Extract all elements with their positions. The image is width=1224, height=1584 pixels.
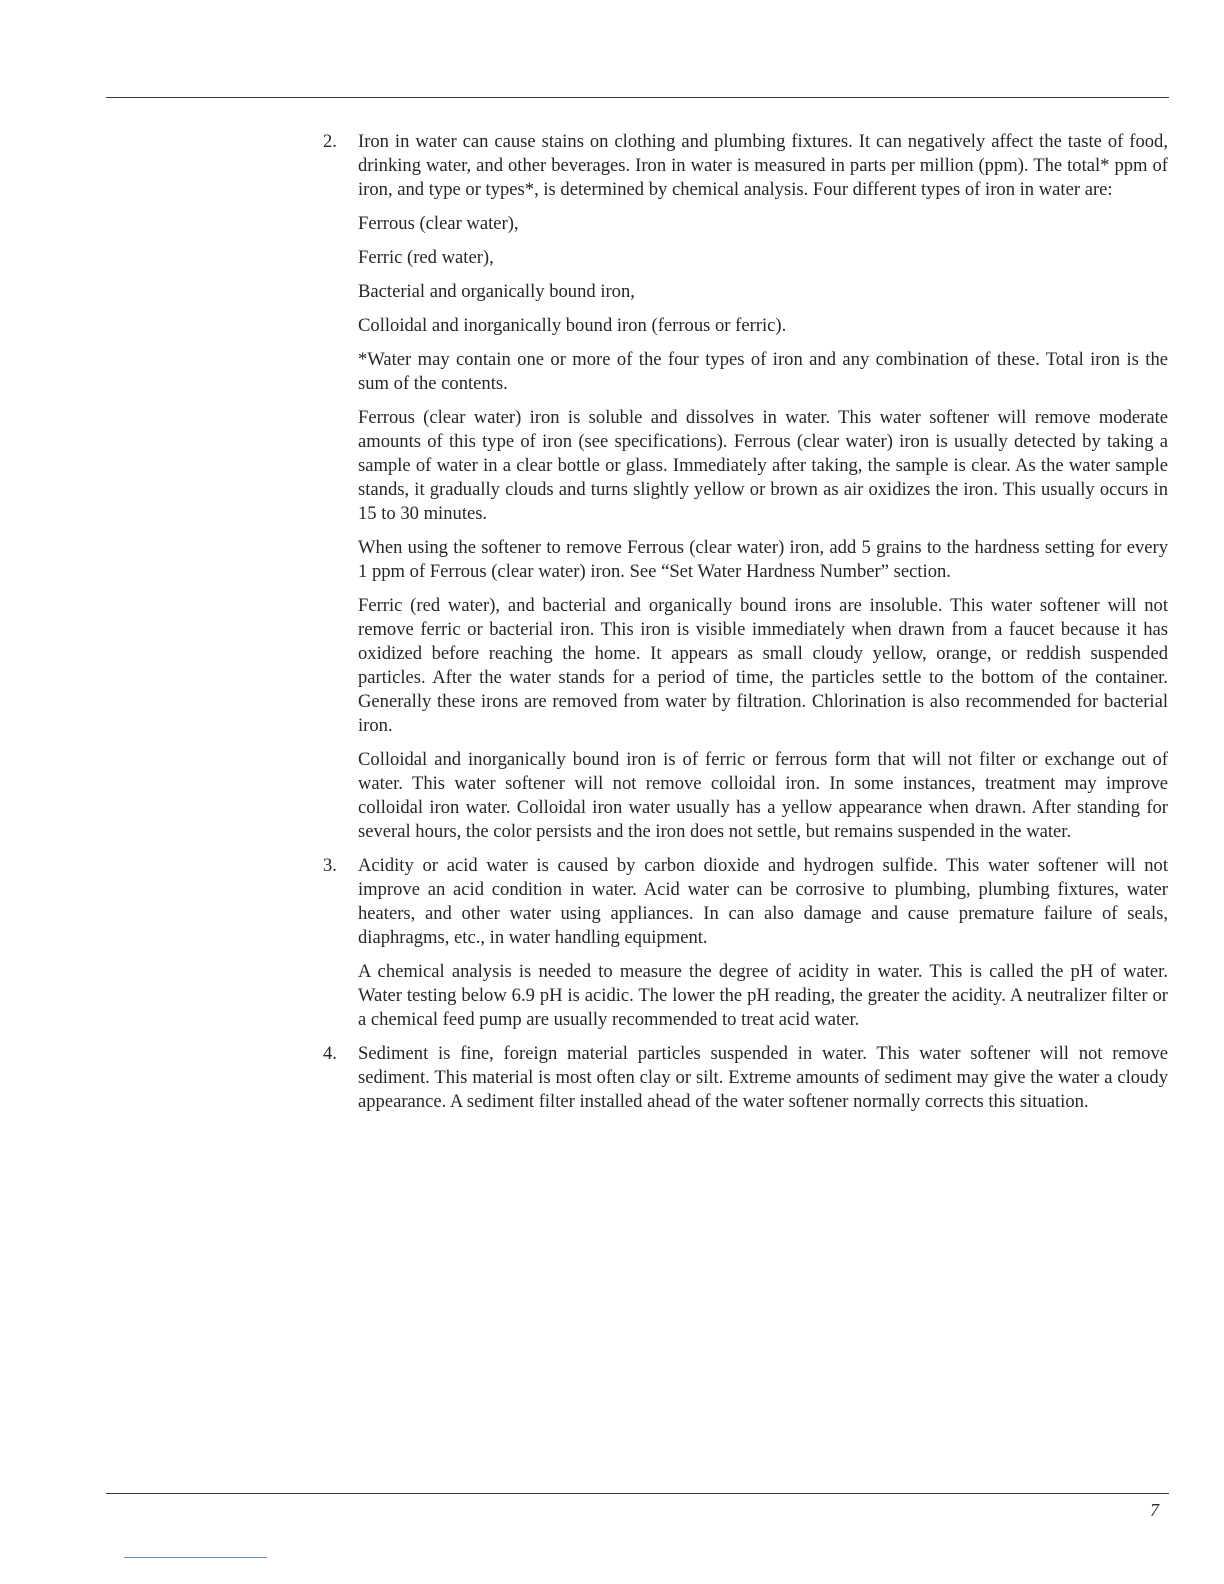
paragraph: Bacterial and organically bound iron, <box>358 281 635 302</box>
paragraph: Iron in water can cause stains on clothing and plumbing fixtures. It can negatively affect the taste of food, drinking water, and other beverages. Iron in water is measured in parts per million (ppm). The total* ppm of iron, and type or types*, is determined by chemical analysis. Four different types of iron in water are: <box>358 131 1168 200</box>
paragraph: Ferric (red water), <box>358 247 494 268</box>
paragraph: Colloidal and inorganically bound iron is of ferric or ferrous form that will not filter or exchange out of water. This water softener will not remove colloidal iron. In some instances, treatment may improve colloidal iron water. Colloidal iron water usually has a yellow appearance when drawn. After standing for several hours, the color persists and the iron does not settle, but remains suspended in the water. <box>358 749 1168 842</box>
paragraph: A chemical analysis is needed to measure the degree of acidity in water. This is called the pH of water. Water testing below 6.9 pH is acidic. The lower the pH reading, the greater the acidity. A neutralizer filter or a chemical feed pump are usually recommended to treat acid water. <box>358 961 1168 1030</box>
item-number: 4. <box>323 1043 337 1064</box>
header-rule <box>106 97 1169 98</box>
document-body <box>316 130 1168 1114</box>
list-item-4 <box>316 1042 1168 1114</box>
paragraph: Acidity or acid water is caused by carbon dioxide and hydrogen sulfide. This water softener will not improve an acid condition in water. Acid water can be corrosive to plumbing, plumbing fixtures, water heaters, and other water using appliances. In can also damage and cause premature failure of seals, diaphragms, etc., in water handling equipment. <box>358 855 1168 948</box>
paragraph: Sediment is fine, foreign material particles suspended in water. This water softener will not remove sediment. This material is most often clay or silt. Extreme amounts of sediment may give the water a cloudy appearance. A sediment filter installed ahead of the water softener normally corrects this situation. <box>358 1043 1168 1112</box>
paragraph: *Water may contain one or more of the four types of iron and any combination of these. Total iron is the sum of the contents. <box>358 349 1168 394</box>
paragraph: Ferrous (clear water), <box>358 213 519 234</box>
page-link-underline[interactable] <box>124 1557 267 1558</box>
paragraph: Colloidal and inorganically bound iron (ferrous or ferric). <box>358 315 787 336</box>
page-number: 7 <box>1150 1500 1159 1520</box>
paragraph: When using the softener to remove Ferrous (clear water) iron, add 5 grains to the hardness setting for every 1 ppm of Ferrous (clear water) iron. See “Set Water Hardness Number” section. <box>358 537 1168 582</box>
item-number: 2. <box>323 131 337 152</box>
paragraph: Ferrous (clear water) iron is soluble and dissolves in water. This water softener will remove moderate amounts of this type of iron (see specifications). Ferrous (clear water) iron is usually detected by taking a sample of water in a clear bottle or glass. Immediately after taking, the sample is clear. As the water sample stands, it gradually clouds and turns slightly yellow or brown as air oxidizes the iron. This usually occurs in 15 to 30 minutes. <box>358 407 1168 524</box>
footer-rule <box>106 1493 1169 1494</box>
item-number: 3. <box>323 855 337 876</box>
paragraph: Ferric (red water), and bacterial and organically bound irons are insoluble. This water softener will not remove ferric or bacterial iron. This iron is visible immediately when drawn from a faucet because it has oxidized before reaching the home. It appears as small cloudy yellow, orange, or reddish suspended particles. After the water stands for a period of time, the particles settle to the bottom of the container. Generally these irons are removed from water by filtration. Chlorination is also recommended for bacterial iron. <box>358 595 1168 736</box>
list-item-3 <box>316 854 1168 1032</box>
list-item-2 <box>316 130 1168 844</box>
